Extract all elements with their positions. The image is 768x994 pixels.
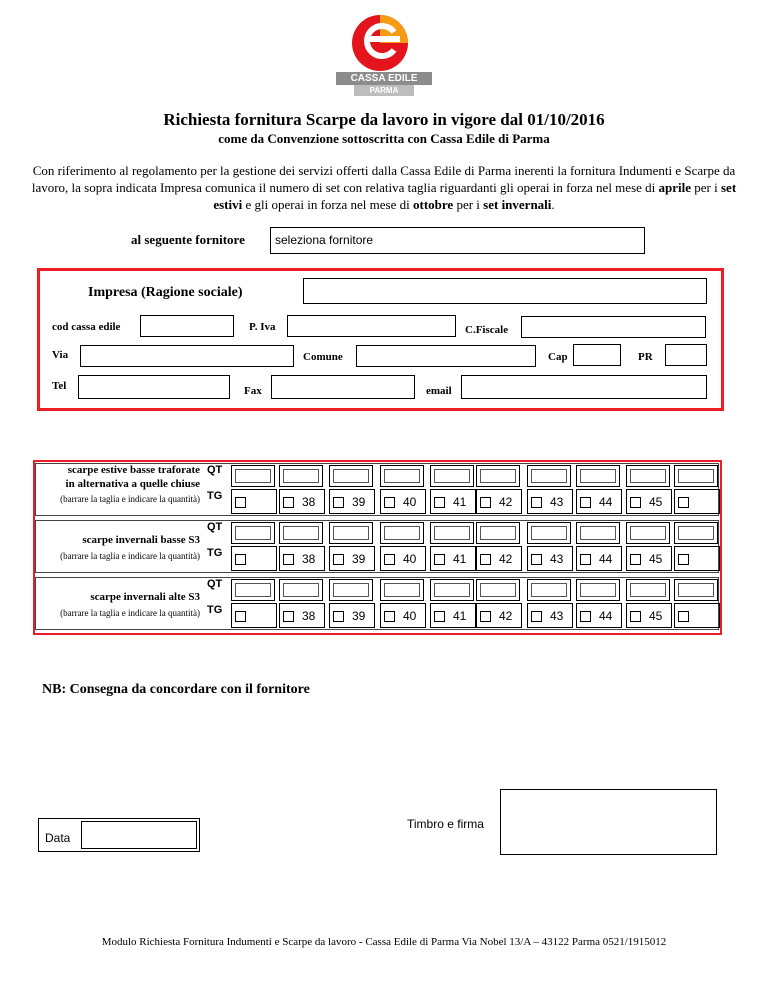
footer: Modulo Richiesta Fornitura Indumenti e Scarpe da lavoro - Cassa Edile di Parma Via Nobel 13/A – 43122 Parma 0521/1915012: [101, 936, 667, 948]
vat-field[interactable]: [287, 315, 456, 337]
quantity-field[interactable]: [626, 522, 670, 544]
size-checkbox[interactable]: [531, 611, 542, 622]
size-option[interactable]: [231, 546, 277, 571]
street-label: Via: [52, 349, 69, 361]
size-label: 38: [302, 609, 316, 623]
quantity-field[interactable]: [380, 522, 424, 544]
size-label: 41: [453, 495, 467, 509]
logo-mark-icon: [336, 12, 432, 74]
size-label: 44: [599, 495, 613, 509]
qt-label: QT: [207, 578, 223, 590]
phone-label: Tel: [52, 380, 67, 392]
size-checkbox[interactable]: [580, 611, 591, 622]
product-name-line1: scarpe invernali basse S3: [82, 534, 200, 546]
code-label: cod cassa edile: [52, 321, 121, 333]
size-label: 39: [352, 552, 366, 566]
quantity-field[interactable]: [279, 522, 323, 544]
size-label: 45: [649, 609, 663, 623]
size-option[interactable]: [674, 489, 720, 514]
intro-paragraph: [30, 162, 738, 213]
quantity-field[interactable]: [674, 522, 718, 544]
quantity-field[interactable]: [279, 465, 323, 487]
quantity-field[interactable]: [279, 579, 323, 601]
size-option[interactable]: [380, 489, 426, 514]
size-option[interactable]: [527, 603, 573, 628]
cassa-edile-logo: [336, 12, 432, 96]
intro-part3: e gli operai in forza nel mese di: [242, 197, 413, 212]
quantity-field[interactable]: [576, 465, 620, 487]
tg-label: TG: [207, 604, 223, 616]
company-label: Impresa (Ragione sociale): [88, 285, 243, 300]
quantity-field[interactable]: [576, 522, 620, 544]
size-option[interactable]: [279, 603, 325, 628]
size-label: 41: [453, 552, 467, 566]
intro-part5: .: [551, 197, 555, 212]
logo-brand-line1: CASSA EDILE: [336, 72, 432, 85]
size-checkbox[interactable]: [434, 497, 445, 508]
tg-label: TG: [207, 490, 223, 502]
size-checkbox[interactable]: [283, 497, 294, 508]
quantity-field[interactable]: [430, 465, 474, 487]
size-label: 40: [403, 552, 417, 566]
size-checkbox[interactable]: [480, 611, 491, 622]
quantity-field[interactable]: [527, 522, 571, 544]
email-field[interactable]: [461, 375, 707, 399]
size-option[interactable]: [626, 603, 672, 628]
size-checkbox[interactable]: [333, 497, 344, 508]
page-title: Richiesta fornitura Scarpe da lavoro in vigore dal 01/10/2016: [163, 110, 605, 129]
size-checkbox[interactable]: [384, 497, 395, 508]
intro-april: aprile: [658, 180, 692, 195]
province-field[interactable]: [665, 344, 707, 366]
size-option[interactable]: [576, 546, 622, 571]
product-name-line2: in alternativa a quelle chiuse: [65, 478, 200, 490]
size-checkbox[interactable]: [630, 611, 641, 622]
size-label: 40: [403, 495, 417, 509]
product-instruction: (barrare la taglia e indicare la quantità): [60, 608, 200, 618]
quantity-field[interactable]: [231, 522, 275, 544]
size-option[interactable]: [626, 489, 672, 514]
size-label: 40: [403, 609, 417, 623]
size-option[interactable]: [527, 546, 573, 571]
size-option[interactable]: [430, 546, 476, 571]
qt-label: QT: [207, 521, 223, 533]
size-label: 43: [550, 552, 564, 566]
date-field[interactable]: [81, 821, 197, 849]
company-section: [37, 268, 724, 411]
size-option[interactable]: [576, 603, 622, 628]
quantity-field[interactable]: [380, 579, 424, 601]
size-checkbox[interactable]: [333, 611, 344, 622]
quantity-field[interactable]: [231, 579, 275, 601]
page-subtitle: come da Convenzione sottoscritta con Cassa Edile di Parma: [218, 131, 550, 146]
quantity-field[interactable]: [430, 522, 474, 544]
size-label: 44: [599, 552, 613, 566]
supplier-select[interactable]: seleziona fornitore: [270, 227, 645, 254]
quantity-field[interactable]: [476, 579, 520, 601]
size-option[interactable]: [430, 603, 476, 628]
quantity-field[interactable]: [674, 465, 718, 487]
intro-part4: per i: [453, 197, 484, 212]
product-instruction: (barrare la taglia e indicare la quantità): [60, 494, 200, 504]
size-label: 38: [302, 495, 316, 509]
quantity-field[interactable]: [430, 579, 474, 601]
stamp-label: Timbro e firma: [407, 817, 484, 831]
size-option[interactable]: [231, 603, 277, 628]
size-checkbox[interactable]: [384, 611, 395, 622]
province-label: PR: [638, 351, 653, 363]
size-label: 42: [499, 552, 513, 566]
product-instruction: (barrare la taglia e indicare la quantità): [60, 551, 200, 561]
date-section: [38, 818, 200, 852]
size-checkbox[interactable]: [678, 554, 689, 565]
delivery-note: NB: Consegna da concordare con il fornitore: [42, 682, 310, 697]
size-checkbox[interactable]: [580, 497, 591, 508]
size-checkbox[interactable]: [531, 497, 542, 508]
quantity-field[interactable]: [527, 579, 571, 601]
size-label: 38: [302, 552, 316, 566]
quantity-field[interactable]: [476, 522, 520, 544]
city-field[interactable]: [356, 345, 536, 367]
fax-label: Fax: [244, 385, 262, 397]
size-checkbox[interactable]: [333, 554, 344, 565]
size-checkbox[interactable]: [283, 611, 294, 622]
intro-october: ottobre: [412, 197, 454, 212]
company-name-field[interactable]: [303, 278, 707, 304]
size-option[interactable]: [626, 546, 672, 571]
size-checkbox[interactable]: [235, 497, 246, 508]
size-option[interactable]: [430, 489, 476, 514]
product-name-line1: scarpe estive basse traforate: [67, 464, 200, 476]
size-label: 42: [499, 609, 513, 623]
size-label: 45: [649, 552, 663, 566]
date-label: Data: [45, 831, 71, 845]
quantity-field[interactable]: [476, 465, 520, 487]
size-checkbox[interactable]: [531, 554, 542, 565]
quantity-field[interactable]: [626, 579, 670, 601]
size-checkbox[interactable]: [480, 554, 491, 565]
intro-summer-sets: set estivi: [213, 180, 737, 212]
size-label: 44: [599, 609, 613, 623]
quantity-field[interactable]: [527, 465, 571, 487]
size-option[interactable]: [329, 546, 375, 571]
quantity-field[interactable]: [626, 465, 670, 487]
size-label: 39: [352, 495, 366, 509]
qt-label: QT: [207, 464, 223, 476]
size-checkbox[interactable]: [283, 554, 294, 565]
size-label: 43: [550, 609, 564, 623]
tax-code-label: C.Fiscale: [465, 324, 509, 336]
size-option[interactable]: [476, 603, 522, 628]
fax-field[interactable]: [271, 375, 415, 399]
vat-label: P. Iva: [249, 321, 276, 333]
quantity-field[interactable]: [380, 465, 424, 487]
size-option[interactable]: [576, 489, 622, 514]
size-option[interactable]: [329, 603, 375, 628]
size-label: 43: [550, 495, 564, 509]
intro-winter-sets: set invernali: [483, 197, 552, 212]
zip-label: Cap: [548, 351, 568, 363]
size-option[interactable]: [279, 546, 325, 571]
code-field[interactable]: [140, 315, 234, 337]
size-checkbox[interactable]: [434, 611, 445, 622]
logo-brand-line2: PARMA: [354, 85, 414, 96]
quantity-field[interactable]: [329, 465, 373, 487]
size-checkbox[interactable]: [580, 554, 591, 565]
size-option[interactable]: [380, 603, 426, 628]
size-label: 45: [649, 495, 663, 509]
tg-label: TG: [207, 547, 223, 559]
quantity-field[interactable]: [329, 579, 373, 601]
quantity-field[interactable]: [231, 465, 275, 487]
email-label: email: [426, 385, 452, 397]
quantity-field[interactable]: [329, 522, 373, 544]
size-option[interactable]: [231, 489, 277, 514]
size-checkbox[interactable]: [678, 611, 689, 622]
size-option[interactable]: [674, 603, 720, 628]
size-option[interactable]: [674, 546, 720, 571]
tax-code-field[interactable]: [521, 316, 706, 338]
size-checkbox[interactable]: [235, 611, 246, 622]
size-checkbox[interactable]: [678, 497, 689, 508]
supplier-label: al seguente fornitore: [131, 232, 245, 247]
intro-part1: Con riferimento al regolamento per la gestione dei servizi offerti dalla Cassa Edile di Parma inerenti la fornitura Indumenti e Scarpe da lavoro, la sopra indicata Impresa comunica il numero di set con relativa taglia riguardanti gli operai in forza nel mese di: [31, 163, 736, 195]
size-label: 42: [499, 495, 513, 509]
size-option[interactable]: [380, 546, 426, 571]
size-option[interactable]: [329, 489, 375, 514]
size-option[interactable]: [527, 489, 573, 514]
street-field[interactable]: [80, 345, 294, 367]
size-checkbox[interactable]: [630, 497, 641, 508]
size-option[interactable]: [476, 546, 522, 571]
size-label: 41: [453, 609, 467, 623]
quantity-field[interactable]: [674, 579, 718, 601]
size-option[interactable]: [476, 489, 522, 514]
phone-field[interactable]: [78, 375, 230, 399]
size-checkbox[interactable]: [434, 554, 445, 565]
size-checkbox[interactable]: [630, 554, 641, 565]
size-label: 39: [352, 609, 366, 623]
size-checkbox[interactable]: [235, 554, 246, 565]
quantity-field[interactable]: [576, 579, 620, 601]
size-checkbox[interactable]: [384, 554, 395, 565]
city-label: Comune: [303, 351, 343, 363]
stamp-signature-box[interactable]: [500, 789, 717, 855]
product-name-line1: scarpe invernali alte S3: [90, 591, 200, 603]
intro-part2: per i: [691, 180, 721, 195]
size-option[interactable]: [279, 489, 325, 514]
zip-field[interactable]: [573, 344, 621, 366]
size-checkbox[interactable]: [480, 497, 491, 508]
